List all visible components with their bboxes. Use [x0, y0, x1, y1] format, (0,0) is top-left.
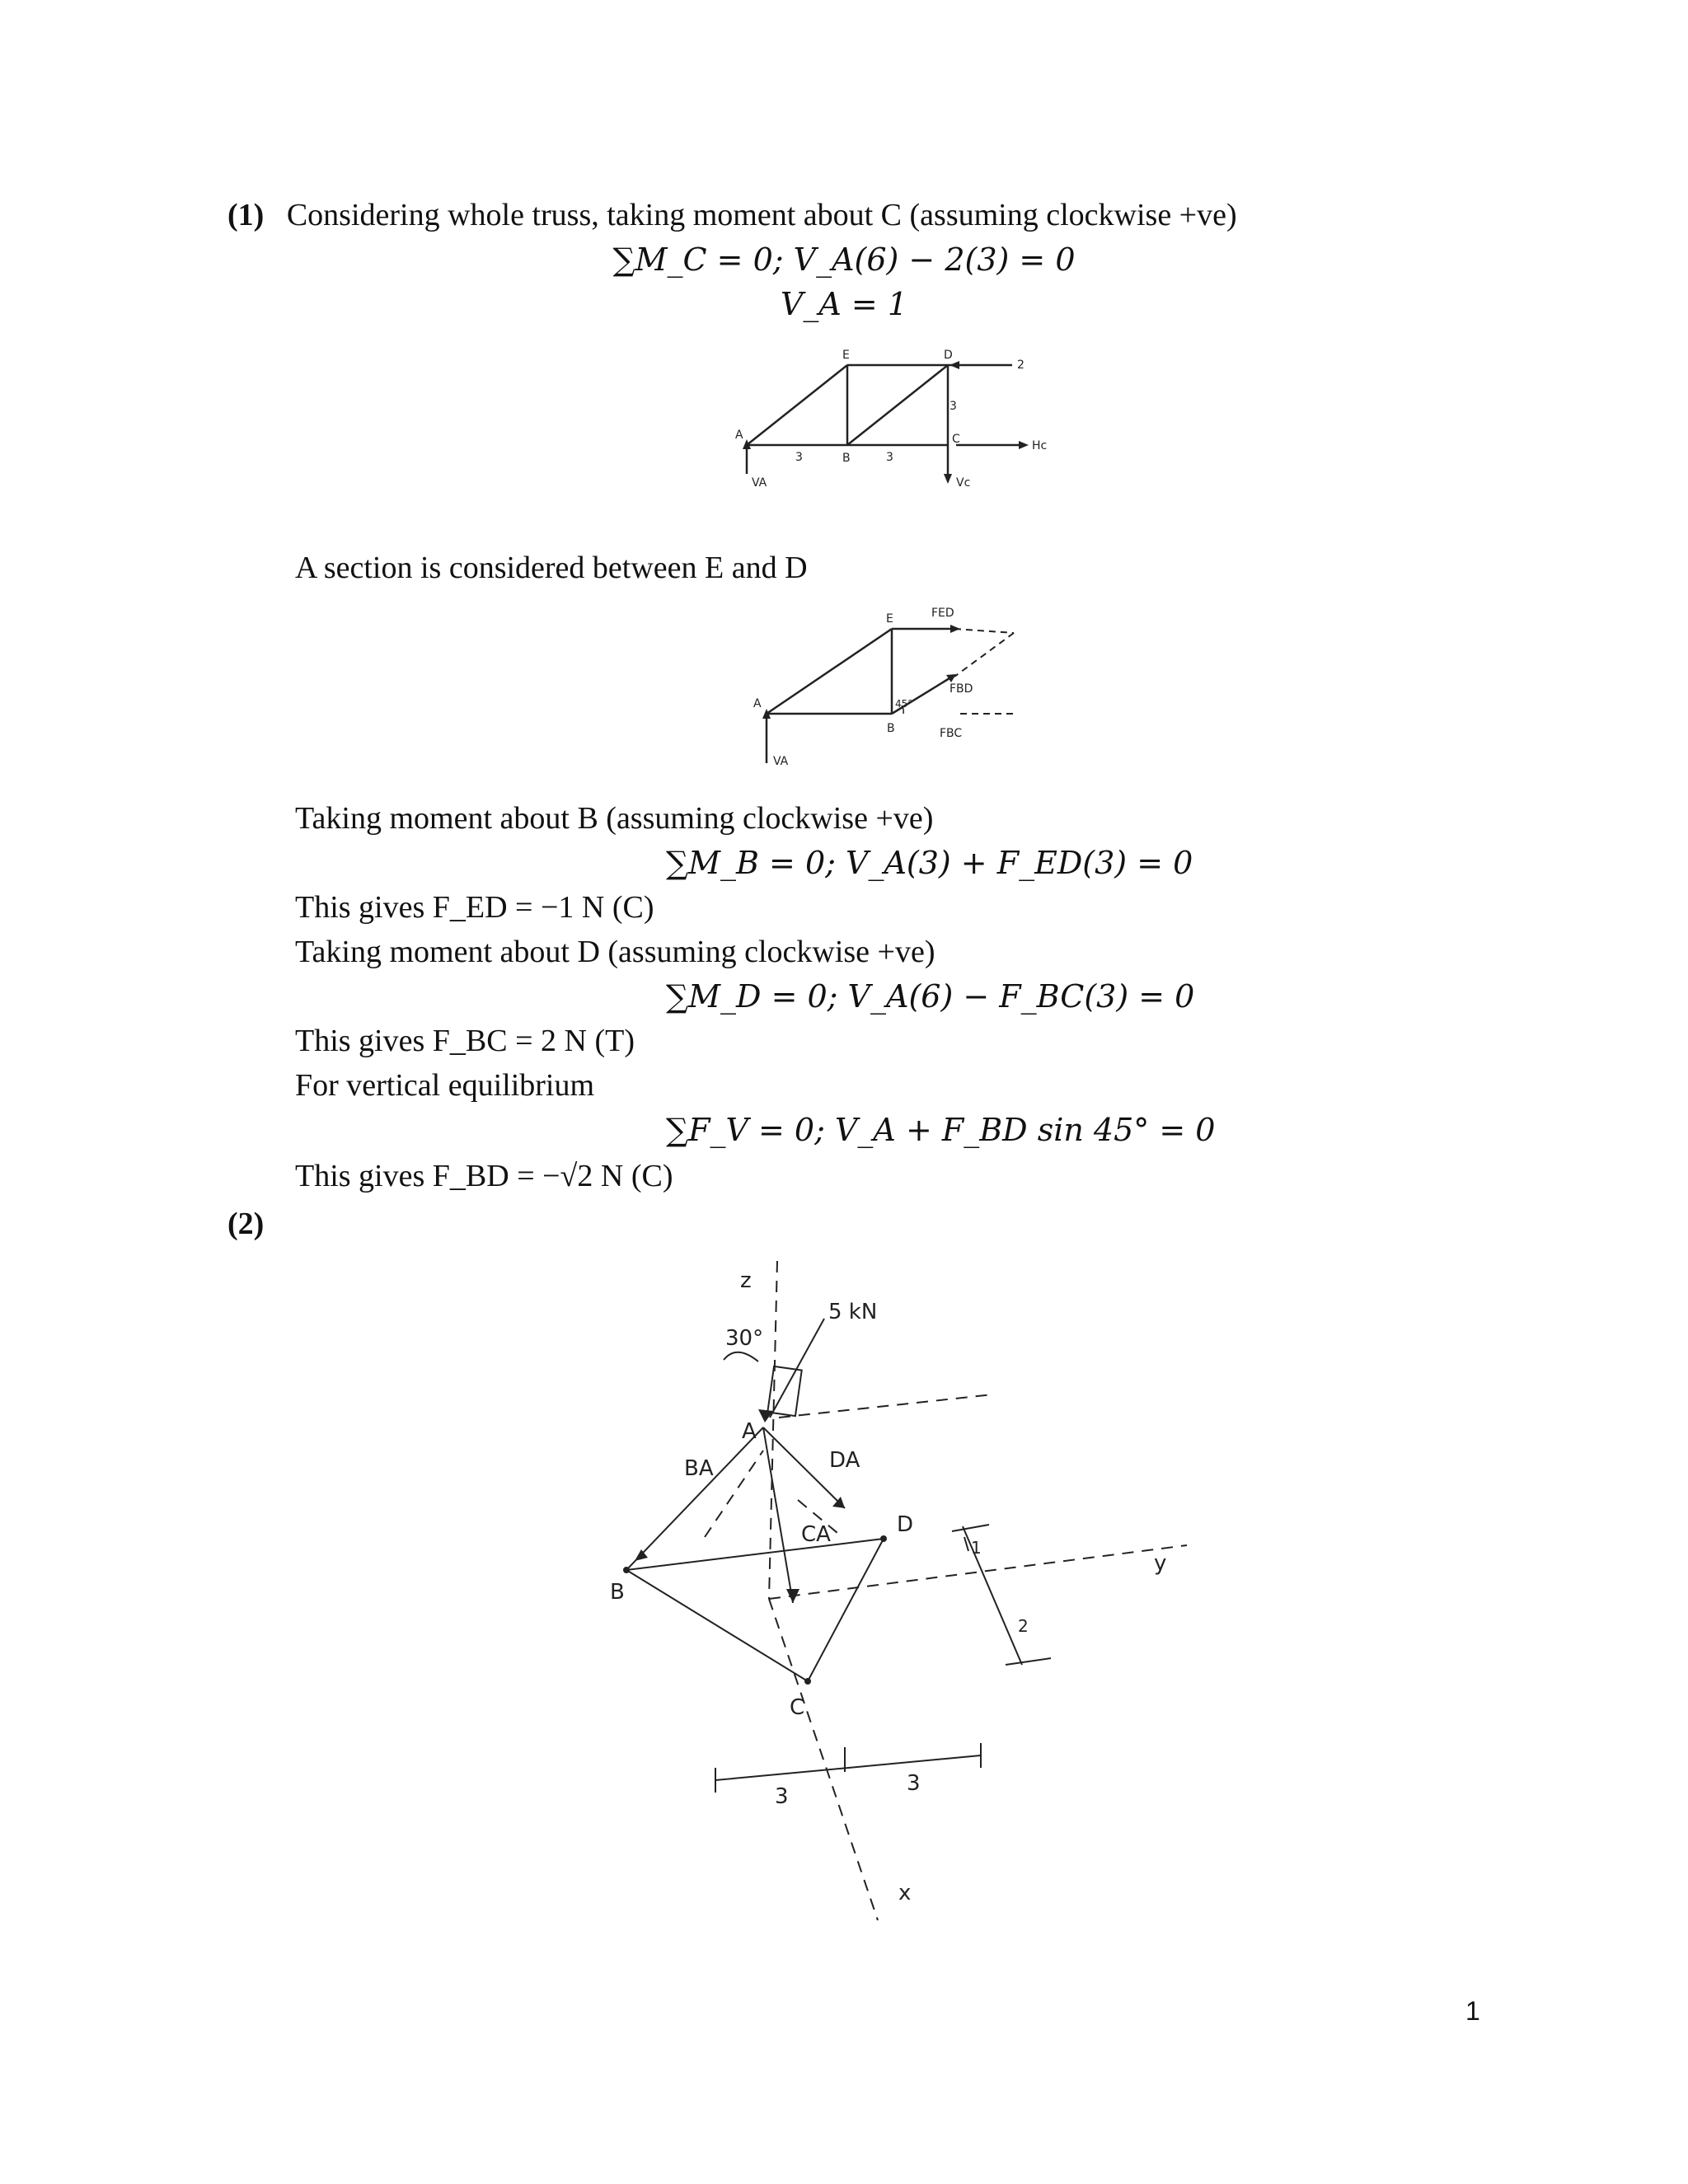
member-ba-label: BA: [684, 1456, 714, 1481]
truss-node-a: A: [735, 429, 743, 442]
force-fbc-label: FBC: [940, 727, 963, 740]
equation-sum-mc: ∑M_C = 0; V_A(6) − 2(3) = 0: [612, 241, 1076, 278]
dimension-3-left-label: 3: [775, 1784, 789, 1809]
node-d-label: D: [897, 1512, 914, 1537]
equation-sum-md: ∑M_D = 0; V_A(6) − F_BC(3) = 0: [666, 978, 1195, 1015]
space-truss-figure: [577, 1253, 1203, 1929]
node-c-label: C: [790, 1695, 805, 1720]
truss-node-e: E: [842, 349, 850, 362]
angle-45-label: 45°: [895, 698, 913, 710]
truss-node-d: D: [944, 349, 953, 362]
force-fbd-label: FBD: [950, 682, 973, 696]
moment-d-text: Taking moment about D (assuming clockwise +ve): [295, 935, 935, 969]
section-node-b: B: [887, 722, 895, 735]
q2-number: (2): [227, 1207, 265, 1241]
vertical-equilibrium-text: For vertical equilibrium: [295, 1068, 595, 1103]
dimension-3-right-label: 3: [907, 1771, 921, 1796]
force-fed-label: FED: [931, 607, 954, 620]
section-node-e: E: [886, 612, 893, 626]
dimension-1-label: 1: [971, 1538, 982, 1558]
section-text: A section is considered between E and D: [295, 551, 808, 585]
q1-intro-line: [227, 196, 1237, 234]
truss-va-label: VA: [752, 476, 767, 490]
section-node-a: A: [753, 697, 762, 710]
section-figure: [742, 600, 1039, 773]
equation-sum-mb: ∑M_B = 0; V_A(3) + F_ED(3) = 0: [666, 845, 1193, 881]
member-ca-label: CA: [801, 1522, 831, 1547]
angle-30-label: 30°: [725, 1326, 764, 1351]
equation-sum-fv: ∑F_V = 0; V_A + F_BD sin 45° = 0: [666, 1112, 1216, 1148]
truss-node-b: B: [842, 452, 851, 465]
truss-length-left: 3: [795, 451, 803, 464]
truss-node-c: C: [952, 433, 960, 446]
truss-vc-label: Vc: [956, 476, 971, 490]
dimension-2-label: 2: [1018, 1616, 1029, 1636]
truss-length-right: 3: [886, 451, 893, 464]
node-a-label: A: [742, 1419, 757, 1444]
truss-hc-label: Hc: [1032, 439, 1048, 452]
node-b-label: B: [610, 1580, 625, 1605]
section-va-label: VA: [773, 755, 789, 768]
truss-height: 3: [950, 400, 957, 413]
q1-number: (1): [227, 198, 265, 232]
result-fed: This gives F_ED = −1 N (C): [295, 890, 654, 925]
q1-intro: Considering whole truss, taking moment about C (assuming clockwise +ve): [286, 198, 1237, 232]
member-da-label: DA: [829, 1448, 860, 1473]
page-number: 1: [1465, 1996, 1480, 2026]
load-5kn-label: 5 kN: [828, 1300, 878, 1324]
result-fbd: This gives F_BD = −√2 N (C): [295, 1159, 673, 1193]
moment-b-text: Taking moment about B (assuming clockwise +ve): [295, 801, 934, 836]
axis-y-label: y: [1154, 1551, 1167, 1576]
result-fbc: This gives F_BC = 2 N (T): [295, 1024, 635, 1058]
axis-x-label: x: [898, 1881, 912, 1905]
truss-load-label: 2: [1017, 359, 1025, 372]
equation-va: V_A = 1: [780, 286, 908, 322]
truss-figure: [717, 342, 1080, 507]
axis-z-label: z: [740, 1268, 752, 1293]
